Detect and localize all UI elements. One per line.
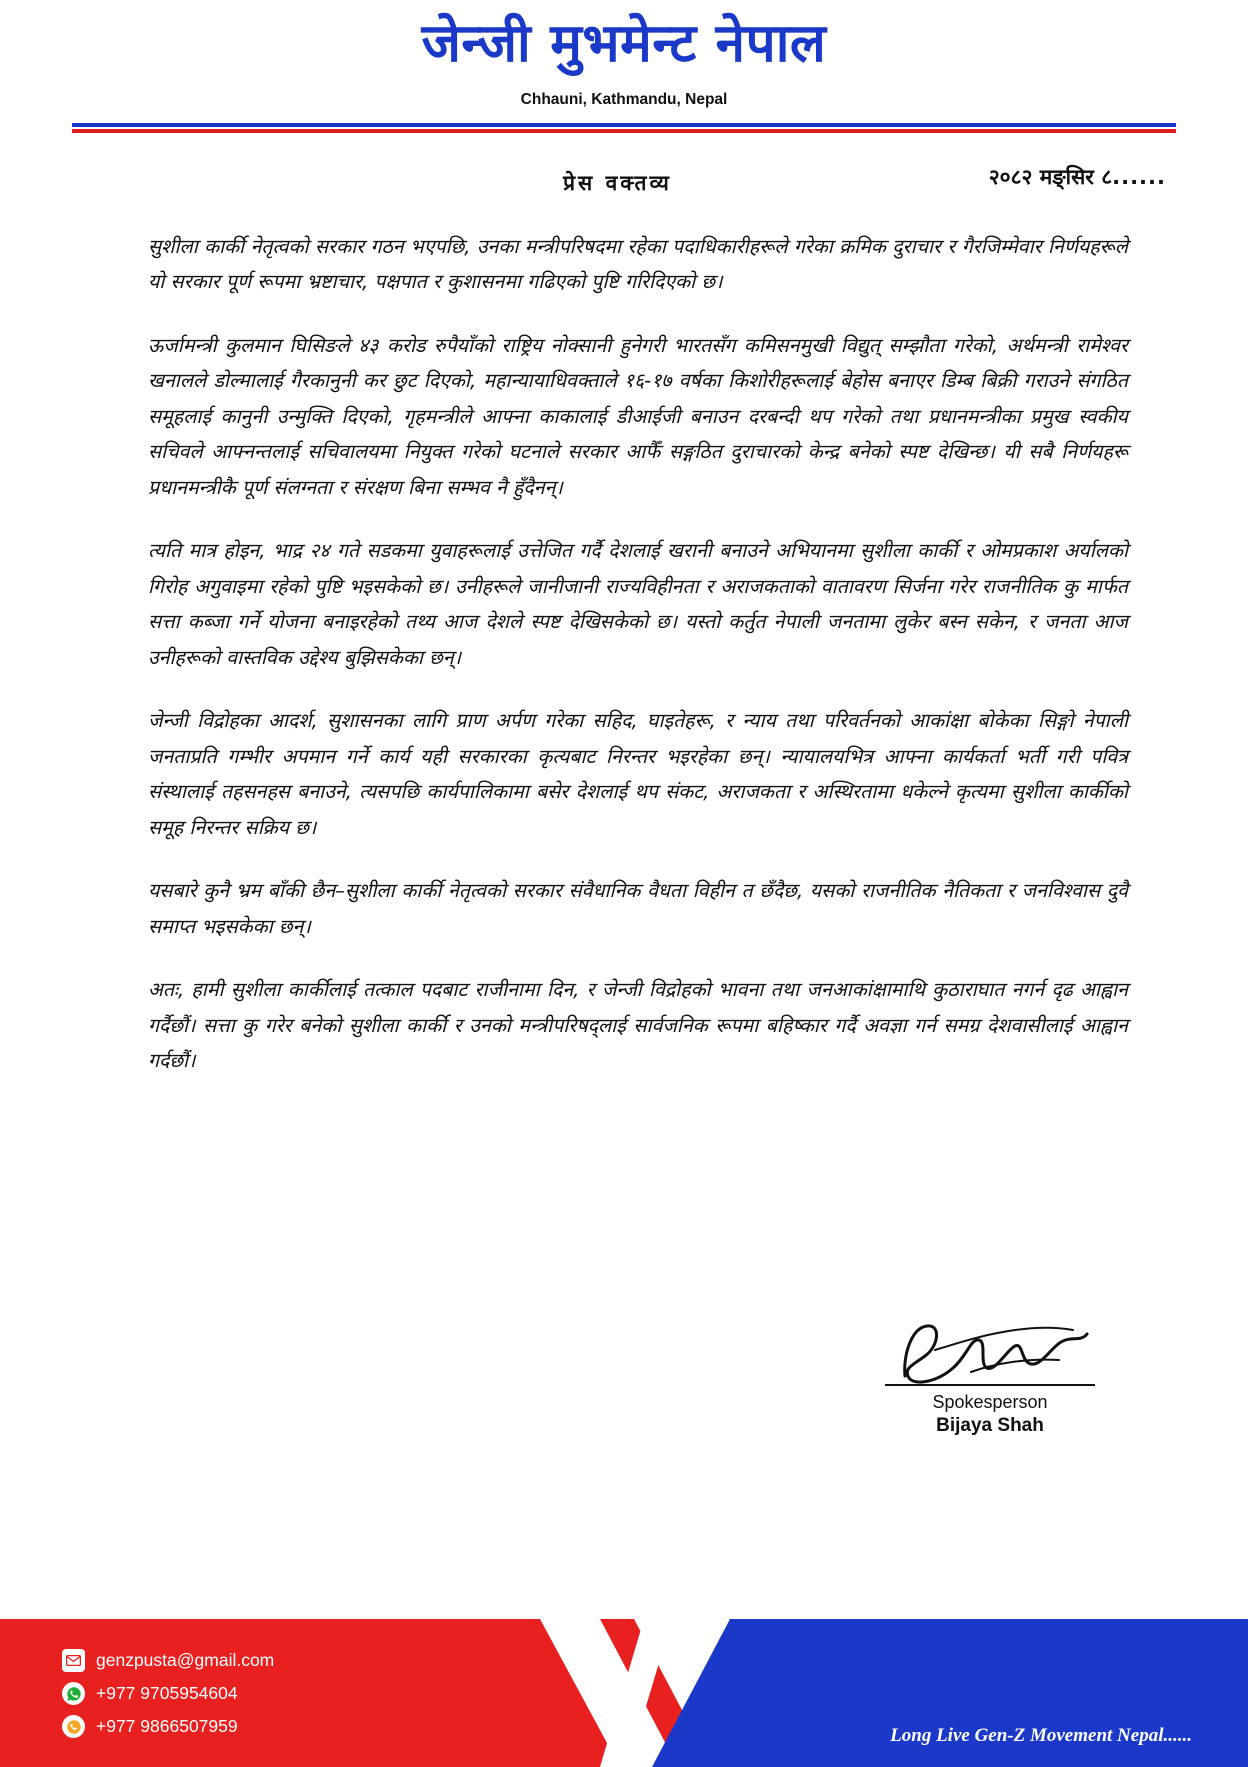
header-divider xyxy=(72,123,1176,133)
signature-line xyxy=(885,1384,1095,1386)
letterhead xyxy=(0,0,1248,109)
document-date-value: २०८२ मङ्सिर ८ xyxy=(988,164,1113,189)
contact-email-value: genzpusta@gmail.com xyxy=(96,1650,275,1670)
contact-whatsapp-value: +977 9705954604 xyxy=(96,1683,238,1703)
paragraph-6: अतः, हामी सुशीला कार्कीलाई तत्काल पदबाट राजीनामा दिन, र जेन्जी विद्रोहको भावना तथा जनआकांक्षामाथि कुठाराघात नगर्न दृढ आह्वान गर्दैछौं। सत्ता कु गरेर बनेको सुशीला कार्की र उनको मन्त्रीपरिषद्लाई सार्वजनिक रूपमा बहिष्कार गर्दै अवज्ञा गर्न समग्र देशवासीलाई आह्वान गर्दछौं। xyxy=(148,978,1128,1073)
footer xyxy=(0,1619,1248,1767)
contact-item-whatsapp[interactable] xyxy=(62,1682,274,1705)
title-row xyxy=(72,164,1176,211)
document-date-dots: ...... xyxy=(1112,164,1166,189)
divider-red-line xyxy=(72,129,1176,133)
handwritten-signature-icon xyxy=(875,1316,1105,1388)
contact-item-phone[interactable] xyxy=(62,1715,274,1738)
press-statement-title: प्रेस वक्तव्य xyxy=(563,170,672,195)
paragraph-5: यसबारे कुनै भ्रम बाँकी छैन–सुशीला कार्की नेतृत्वको सरकार संवैधानिक वैधता विहीन त छँदैछ, यसको राजनीतिक नैतिकता र जनविश्वास दुवै समाप्त भइसकेका छन्। xyxy=(148,879,1128,938)
signature-block xyxy=(860,1316,1120,1437)
contact-item-email[interactable] xyxy=(62,1649,274,1672)
paragraph-1: सुशीला कार्की नेतृत्वको सरकार गठन भएपछि, उनका मन्त्रीपरिषदमा रहेका पदाधिकारीहरूले गरेका क्रमिक दुराचार र गैरजिम्मेवार निर्णयहरूले यो सरकार पूर्ण रूपमा भ्रष्टाचार, पक्षपात र कुशासनमा गढिएको पुष्टि गरिदिएको छ। xyxy=(148,234,1128,294)
footer-slogan: Long Live Gen-Z Movement Nepal...... xyxy=(890,1725,1192,1746)
document-body xyxy=(148,229,1128,1079)
whatsapp-icon xyxy=(62,1682,85,1705)
document-date xyxy=(989,163,1166,191)
phone-icon xyxy=(62,1715,85,1738)
signatory-name: Bijaya Shah xyxy=(936,1415,1044,1436)
contact-phone-value: +977 9866507959 xyxy=(96,1716,238,1736)
organization-title: जेन्जी मुभमेन्ट नेपाल xyxy=(421,13,827,74)
email-icon xyxy=(62,1649,85,1672)
paragraph-2: ऊर्जामन्त्री कुलमान घिसिङले ४३ करोड रुपैयाँको राष्ट्रिय नोक्सानी हुनेगरी भारतसँग कमिसनमुखी विद्युत् सम्झौता गरेको, अर्थमन्त्री रामेश्वर खनालले डोल्मालाई गैरकानुनी कर छुट दिएको, महान्यायाधिवक्ताले १६-१७ वर्षका किशोरीहरूलाई बेहोस बनाएर डिम्ब बिक्री गराउने संगठित समूहलाई कानुनी उन्मुक्ति दिएको, गृहमन्त्रीले आफ्ना काकालाई डीआईजी बनाउन दरबन्दी थप गरेको तथा प्रधानमन्त्रीका प्रमुख स्वकीय सचिवले आफ्नन्तलाई सचिवालयमा नियुक्त गरेको घटनाले सरकार आफैँ सङ्गठित दुराचारको केन्द्र बनेको स्पष्ट देखिन्छ। यी सबै निर्णयहरू प्रधानमन्त्रीकै पूर्ण संलग्नता र संरक्षण बिना सम्भव नै हुँदैनन्। xyxy=(148,333,1128,499)
contact-list xyxy=(62,1649,274,1748)
paragraph-3: त्यति मात्र होइन, भाद्र २४ गते सडकमा युवाहरूलाई उत्तेजित गर्दै देशलाई खरानी बनाउने अभियानमा सुशीला कार्की र ओमप्रकाश अर्यालको गिरोह अगुवाइमा रहेको पुष्टि भइसकेको छ। उनीहरूले जानीजानी राज्यविहीनता र अराजकताको वातावरण सिर्जना गरेर राजनीतिक कु मार्फत सत्ता कब्जा गर्ने योजना बनाइरहेको तथ्य आज देशले स्पष्ट देखिसकेको छ। यस्तो कर्तुत नेपाली जनतामा लुकेर बस्न सकेन, र जनता आज उनीहरूको वास्तविक उद्देश्य बुझिसकेका छन्। xyxy=(148,539,1128,669)
signatory-role: Spokesperson xyxy=(932,1392,1048,1412)
paragraph-4: जेन्जी विद्रोहका आदर्श, सुशासनका लागि प्राण अर्पण गरेका सहिद, घाइतेहरू, र न्याय तथा परिवर्तनको आकांक्षा बोकेका सिङ्गो नेपाली जनताप्रति गम्भीर अपमान गर्ने कार्य यही सरकारका कृत्यबाट निरन्तर भइरहेका छन्। न्यायालयभित्र आफ्ना कार्यकर्ता भर्ती गरी पवित्र संस्थालाई तहसनहस बनाउने, त्यसपछि कार्यपालिकामा बसेर देशलाई थप संकट, अराजकता र अस्थिरतामा धकेल्ने कृत्यमा सुशीला कार्कीको समूह निरन्तर सक्रिय छ। xyxy=(148,709,1128,839)
organization-address: Chhauni, Kathmandu, Nepal xyxy=(520,90,728,108)
